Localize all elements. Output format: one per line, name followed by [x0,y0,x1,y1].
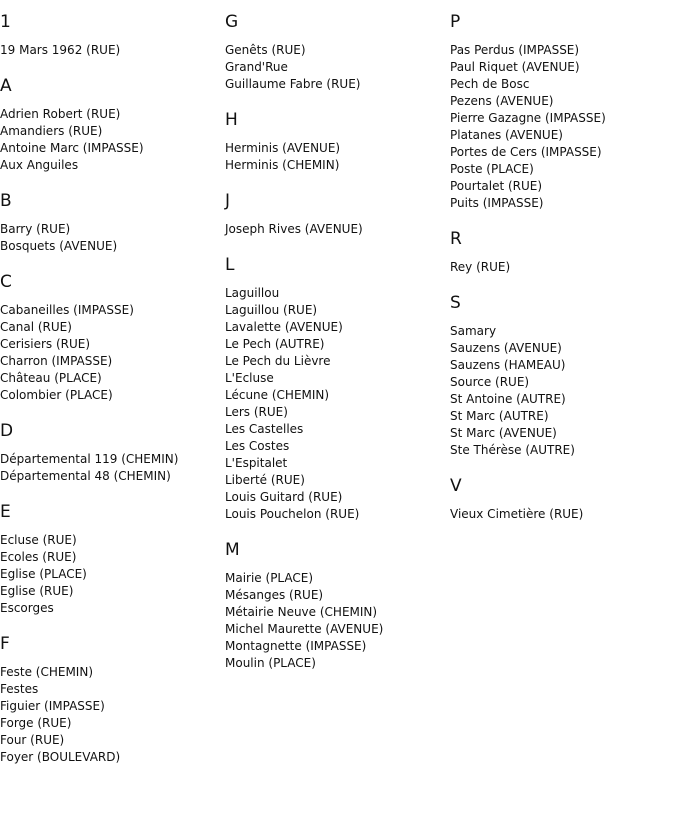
street-item: Ecluse (RUE) [0,533,77,547]
street-item: Paul Riquet (AVENUE) [450,60,580,74]
letter-section [0,191,225,255]
street-list [225,570,450,672]
street-item: Feste (CHEMIN) [0,665,93,679]
street-item: Château (PLACE) [0,371,102,385]
street-list [0,451,225,485]
street-list [0,302,225,404]
street-list [0,106,225,174]
street-item: Canal (RUE) [0,320,72,334]
street-list [0,42,225,59]
letter-heading: A [0,76,12,96]
street-item: Louis Guitard (RUE) [225,490,343,504]
letter-heading: M [225,540,240,560]
street-item: Antoine Marc (IMPASSE) [0,141,144,155]
street-item: Platanes (AVENUE) [450,128,563,142]
street-item: Amandiers (RUE) [0,124,103,138]
letter-heading: H [225,110,238,130]
street-item: Foyer (BOULEVARD) [0,750,121,764]
letter-section [450,476,675,523]
letter-heading: B [0,191,12,211]
street-item: Forge (RUE) [0,716,72,730]
letter-section [0,12,225,59]
street-item: Le Pech du Lièvre [225,354,331,368]
street-index-column-2 [225,0,450,672]
street-item: Métairie Neuve (CHEMIN) [225,605,378,619]
street-index-column-3 [450,0,675,523]
street-item: Eglise (RUE) [0,584,74,598]
street-list [225,221,450,238]
letter-section [450,293,675,459]
street-item: Pierre Gazagne (IMPASSE) [450,111,606,125]
street-item: Herminis (CHEMIN) [225,158,340,172]
street-item: Cerisiers (RUE) [0,337,91,351]
street-item: Eglise (PLACE) [0,567,87,581]
street-item: Figuier (IMPASSE) [0,699,105,713]
street-list [225,285,450,523]
street-item: Pezens (AVENUE) [450,94,554,108]
street-index-column-1 [0,0,225,766]
letter-heading: V [450,476,462,496]
street-list [450,42,675,212]
letter-section [225,110,450,174]
street-item: Rey (RUE) [450,260,511,274]
letter-section [0,272,225,404]
street-item: Ecoles (RUE) [0,550,77,564]
letter-section [225,12,450,93]
letter-section [0,502,225,617]
street-item: Mésanges (RUE) [225,588,324,602]
letter-section [225,255,450,523]
street-item: L'Espitalet [225,456,288,470]
street-item: Départemental 48 (CHEMIN) [0,469,171,483]
street-item: Montagnette (IMPASSE) [225,639,367,653]
street-item: 19 Mars 1962 (RUE) [0,43,121,57]
letter-heading: E [0,502,11,522]
street-item: Joseph Rives (AVENUE) [225,222,363,236]
letter-section [0,634,225,766]
street-item: Sauzens (HAMEAU) [450,358,566,372]
street-item: Lavalette (AVENUE) [225,320,343,334]
street-item: Lers (RUE) [225,405,288,419]
letter-heading: S [450,293,461,313]
street-list [0,664,225,766]
street-item: Pech de Bosc [450,77,530,91]
street-list [225,140,450,174]
letter-heading: P [450,12,461,32]
street-item: Vieux Cimetière (RUE) [450,507,584,521]
street-item: Laguillou (RUE) [225,303,318,317]
letter-heading: G [225,12,239,32]
street-item: Moulin (PLACE) [225,656,316,670]
street-item: Barry (RUE) [0,222,71,236]
street-item: Samary [450,324,497,338]
letter-heading: F [0,634,10,654]
street-item: Cabaneilles (IMPASSE) [0,303,134,317]
street-item: St Marc (AVENUE) [450,426,557,440]
street-item: St Antoine (AUTRE) [450,392,566,406]
street-item: Louis Pouchelon (RUE) [225,507,360,521]
street-item: Source (RUE) [450,375,530,389]
street-item: Pas Perdus (IMPASSE) [450,43,580,57]
letter-heading: L [225,255,235,275]
letter-section [0,76,225,174]
street-item: Liberté (RUE) [225,473,305,487]
letter-section [450,229,675,276]
street-item: Mairie (PLACE) [225,571,314,585]
street-item: Le Pech (AUTRE) [225,337,325,351]
street-item: Guillaume Fabre (RUE) [225,77,361,91]
street-list [225,42,450,93]
letter-section [225,191,450,238]
street-list [450,506,675,523]
letter-section [225,540,450,672]
street-item: Laguillou [225,286,280,300]
street-item: Herminis (AVENUE) [225,141,341,155]
street-list [0,221,225,255]
street-item: Départemental 119 (CHEMIN) [0,452,179,466]
street-item: Charron (IMPASSE) [0,354,113,368]
street-item: Ste Thérèse (AUTRE) [450,443,575,457]
street-item: St Marc (AUTRE) [450,409,549,423]
letter-heading: R [450,229,462,249]
street-item: Festes [0,682,39,696]
street-item: Sauzens (AVENUE) [450,341,562,355]
street-item: Escorges [0,601,54,615]
street-item: Adrien Robert (RUE) [0,107,121,121]
street-item: Les Costes [225,439,290,453]
letter-heading: D [0,421,14,441]
street-item: Aux Anguiles [0,158,79,172]
street-item: Grand'Rue [225,60,288,74]
letter-heading: 1 [0,12,11,32]
street-item: Puits (IMPASSE) [450,196,544,210]
letter-section [450,12,675,212]
street-item: Genêts (RUE) [225,43,306,57]
street-item: Portes de Cers (IMPASSE) [450,145,602,159]
letter-heading: J [225,191,231,211]
street-item: Bosquets (AVENUE) [0,239,118,253]
street-list [450,259,675,276]
street-item: Four (RUE) [0,733,65,747]
letter-heading: C [0,272,12,292]
letter-section [0,421,225,485]
street-item: Lécune (CHEMIN) [225,388,330,402]
street-item: Michel Maurette (AVENUE) [225,622,384,636]
street-item: Poste (PLACE) [450,162,534,176]
street-item: Les Castelles [225,422,304,436]
street-list [450,323,675,459]
street-item: Colombier (PLACE) [0,388,113,402]
street-item: L'Ecluse [225,371,274,385]
street-list [0,532,225,617]
street-item: Pourtalet (RUE) [450,179,543,193]
